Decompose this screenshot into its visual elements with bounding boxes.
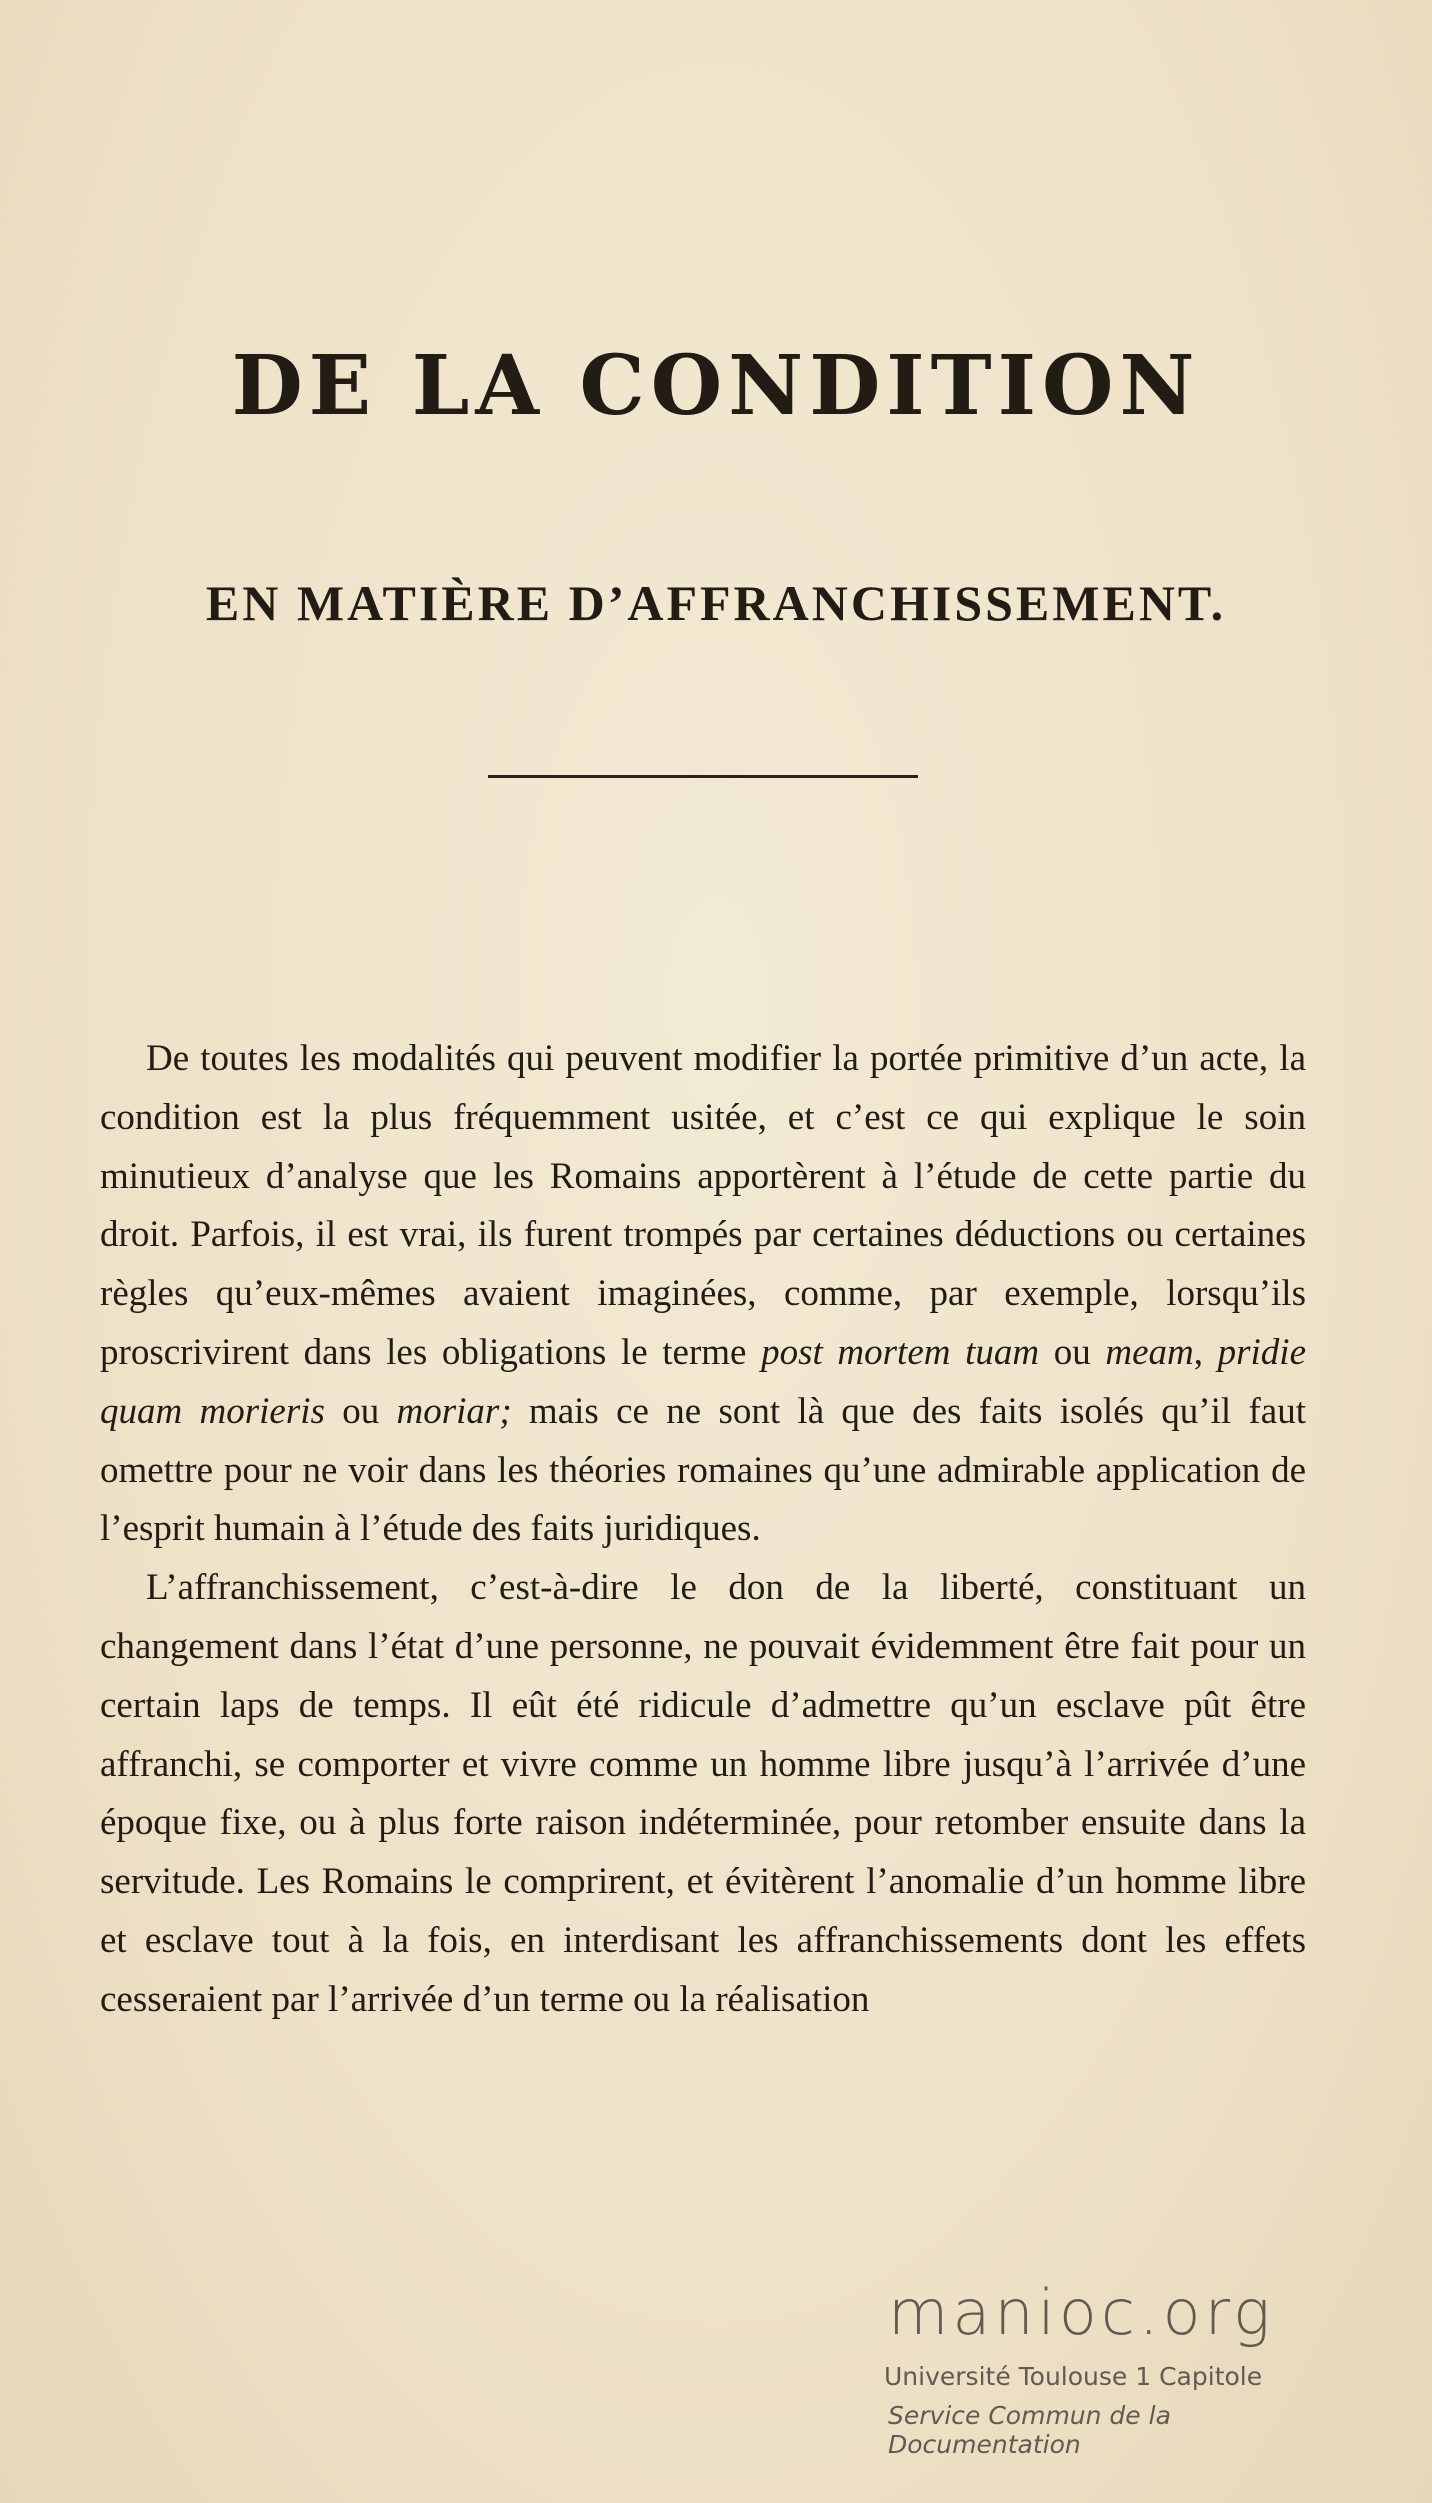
watermark: [884, 2276, 1324, 2459]
watermark-institution: Université Toulouse 1 Capitole: [884, 2362, 1263, 2391]
document-subtitle: EN MATIÈRE D’AFFRANCHISSEMENT.: [205, 575, 1227, 631]
text-run: ou: [324, 1390, 397, 1432]
watermark-logo: manioc.org: [888, 2276, 1275, 2349]
watermark-service: Service Commun de la Documentation: [888, 2401, 1171, 2459]
document-title: DE LA CONDITION: [231, 338, 1201, 434]
text-run: De toutes les modalités qui peuvent modifier la portée primitive d’un acte, la condition est la plus fréquemment usitée, et c’est ce qui explique le soin minutieux d’analyse que les Romains apportèrent à l’étude de cette partie du droit. Parfois, il est vrai, ils furent trompés par certaines déductions ou certaines règles qu’eux-mêmes avaient imaginées, comme, par exemple, lorsqu’ils proscrivirent dans les obligations le terme: [100, 1038, 1306, 1373]
text-run: mais ce ne sont là que des faits isolés qu’il faut omettre pour ne voir dans les théories romaines qu’une admirable application de l’esprit humain à l’étude des faits juridiques.: [100, 1390, 1307, 1550]
body-paragraph: [100, 1030, 1306, 1559]
italic-text: meam: [1105, 1331, 1194, 1373]
text-run: L’affranchissement, c’est-à-dire le don de la liberté, constituant un changement dans l’état d’une personne, ne pouvait évidemment être fait pour un certain laps de temps. Il eût été ridicule d’admettre qu’un esclave pût être affranchi, se comporter et vivre comme un homme libre jusqu’à l’arrivée d’une époque fixe, ou à plus forte raison indéterminée, pour retomber ensuite dans la servitude. Les Romains le comprirent, et évitèrent l’anomalie d’un homme libre et esclave tout à la fois, en interdisant les affranchissements dont les effets cesseraient par l’arrivée d’un terme ou la réalisation: [100, 1567, 1306, 2020]
title-divider: [488, 775, 918, 778]
body-paragraph: [100, 1559, 1306, 2029]
italic-text: moriar;: [396, 1390, 512, 1432]
text-run: ou: [1039, 1331, 1106, 1373]
italic-text: post mortem tuam: [761, 1331, 1040, 1373]
italic-text: pridie quam morieris: [100, 1331, 1307, 1432]
text-run: ,: [1193, 1331, 1218, 1373]
body-text: [100, 1030, 1306, 2030]
